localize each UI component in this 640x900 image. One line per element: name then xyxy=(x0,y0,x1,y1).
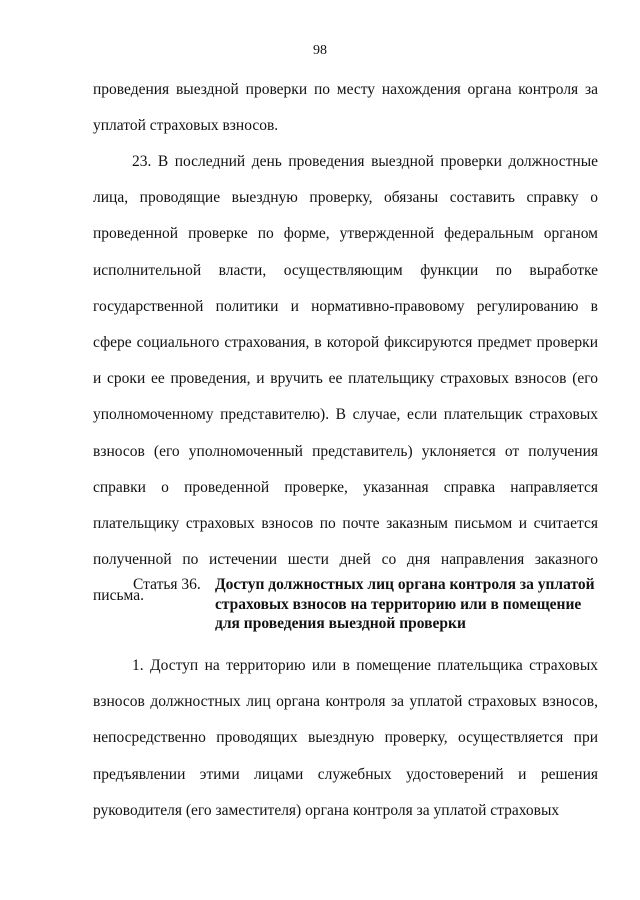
page-number: 98 xyxy=(313,43,327,58)
article-title: Доступ должностных лиц органа контроля за уплатой страховых взносов на территорию или в помещение для проведения выездной проверки xyxy=(215,576,595,632)
paragraph-item-23: 23. В последний день проведения выездной проверки должностные лица, проводящие выездную проверку, обязаны составить справку о проведенной проверке по форме, утвержденной федеральным органом исполнительной власти, осуществляющим функции по выработке государственной политики и нормативно-правовому регулированию в сфере социального страхования, в которой фиксируются предмет проверки и сроки ее проведения, и вручить ее плательщику страховых взносов (его уполномоченному представителю). В случае, если плательщик страховых взносов (его уполномоченный представитель) уклоняется от получения справки о проведенной проверке, указанная справка направляется плательщику страховых взносов по почте заказным письмом и считается полученной по истечении шести дней со дня направления заказного письма. xyxy=(93,153,598,605)
paragraph-continuation: проведения выездной проверки по месту нахождения органа контроля за уплатой страховых взносов. xyxy=(93,81,598,135)
article-number: Статья 36. xyxy=(133,576,201,593)
article-paragraph-1: 1. Доступ на территорию или в помещение плательщика страховых взносов должностных лиц органа контроля за уплатой страховых взносов, непосредственно проводящих выездную проверку, осуществляется при предъявлении этими лицами служебных удостоверений и решения руководителя (его заместителя) органа контроля за уплатой страховых xyxy=(93,657,598,819)
